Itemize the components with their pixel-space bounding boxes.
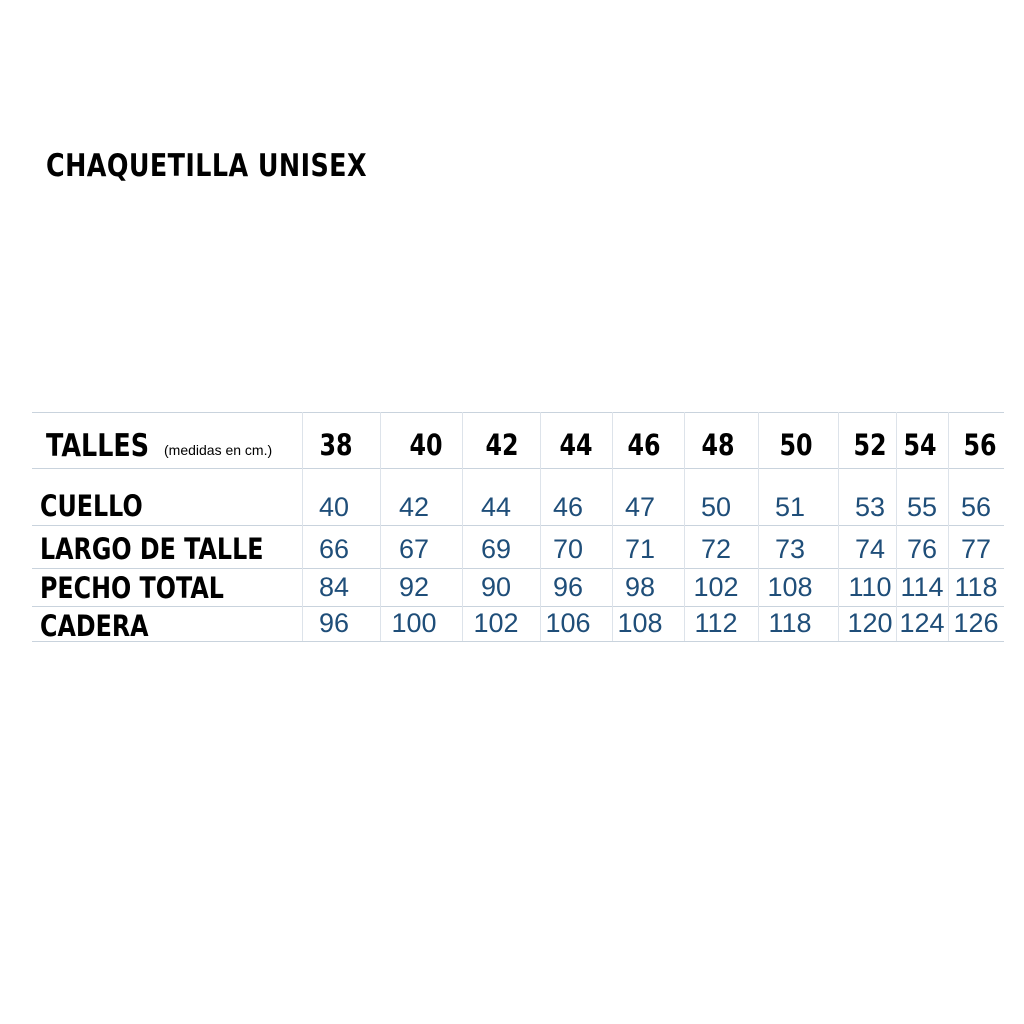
table-cell: 120 (847, 608, 893, 638)
column-divider (380, 412, 381, 641)
table-cell: 71 (624, 534, 656, 564)
size-header-cell: 50 (779, 428, 813, 462)
table-cell: 55 (906, 492, 938, 522)
size-header-cell: 52 (853, 428, 887, 462)
table-cell: 90 (480, 572, 512, 602)
size-header-cell: 56 (963, 428, 997, 462)
table-cell: 84 (318, 572, 350, 602)
table-cell: 102 (693, 572, 739, 602)
table-cell: 100 (391, 608, 437, 638)
table-cell: 53 (854, 492, 886, 522)
table-cell: 74 (854, 534, 886, 564)
column-divider (302, 412, 303, 641)
row-label-cadera: CADERA (40, 609, 149, 643)
header-divider (32, 468, 1004, 469)
table-cell: 106 (545, 608, 591, 638)
table-cell: 92 (398, 572, 430, 602)
table-cell: 40 (318, 492, 350, 522)
size-header-cell: 48 (701, 428, 735, 462)
table-cell: 112 (694, 608, 738, 638)
column-divider (462, 412, 463, 641)
size-header-cell: 54 (903, 428, 937, 462)
table-cell: 47 (624, 492, 656, 522)
table-cell: 51 (774, 492, 806, 522)
table-cell: 46 (552, 492, 584, 522)
size-header-cell: 40 (409, 428, 443, 462)
size-header-cell: 46 (627, 428, 661, 462)
table-cell: 98 (624, 572, 656, 602)
size-table (32, 412, 1004, 642)
table-cell: 77 (960, 534, 992, 564)
column-divider (896, 412, 897, 641)
table-cell: 118 (768, 608, 812, 638)
table-cell: 50 (700, 492, 732, 522)
sizes-header-note: (medidas en cm.) (164, 442, 273, 458)
table-bottom-border (32, 641, 1004, 642)
row-divider (32, 606, 1004, 607)
column-divider (838, 412, 839, 641)
table-cell: 66 (318, 534, 350, 564)
row-label-largo-de-talle: LARGO DE TALLE (40, 532, 264, 566)
table-top-border (32, 412, 1004, 413)
column-divider (612, 412, 613, 641)
table-cell: 114 (900, 572, 944, 602)
row-label-cuello: CUELLO (40, 489, 143, 523)
table-cell: 72 (700, 534, 732, 564)
row-divider (32, 525, 1004, 526)
row-label-pecho-total: PECHO TOTAL (40, 571, 224, 605)
column-divider (948, 412, 949, 641)
size-header-cell: 44 (559, 428, 593, 462)
table-cell: 44 (480, 492, 512, 522)
table-cell: 42 (398, 492, 430, 522)
page-title: CHAQUETILLA UNISEX (46, 148, 367, 184)
table-cell: 56 (960, 492, 992, 522)
table-cell: 69 (480, 534, 512, 564)
sizes-header-label: TALLES (46, 428, 150, 464)
table-cell: 126 (953, 608, 999, 638)
table-cell: 124 (899, 608, 945, 638)
table-cell: 108 (767, 572, 813, 602)
column-divider (684, 412, 685, 641)
table-cell: 108 (617, 608, 663, 638)
column-divider (540, 412, 541, 641)
size-header-cell: 38 (319, 428, 353, 462)
table-cell: 96 (552, 572, 584, 602)
table-cell: 67 (398, 534, 430, 564)
column-divider (758, 412, 759, 641)
table-cell: 96 (318, 608, 350, 638)
table-cell: 70 (552, 534, 584, 564)
table-cell: 118 (954, 572, 998, 602)
table-cell: 73 (774, 534, 806, 564)
row-divider (32, 568, 1004, 569)
table-cell: 102 (473, 608, 519, 638)
size-header-cell: 42 (485, 428, 519, 462)
table-cell: 110 (848, 572, 892, 602)
table-cell: 76 (906, 534, 938, 564)
